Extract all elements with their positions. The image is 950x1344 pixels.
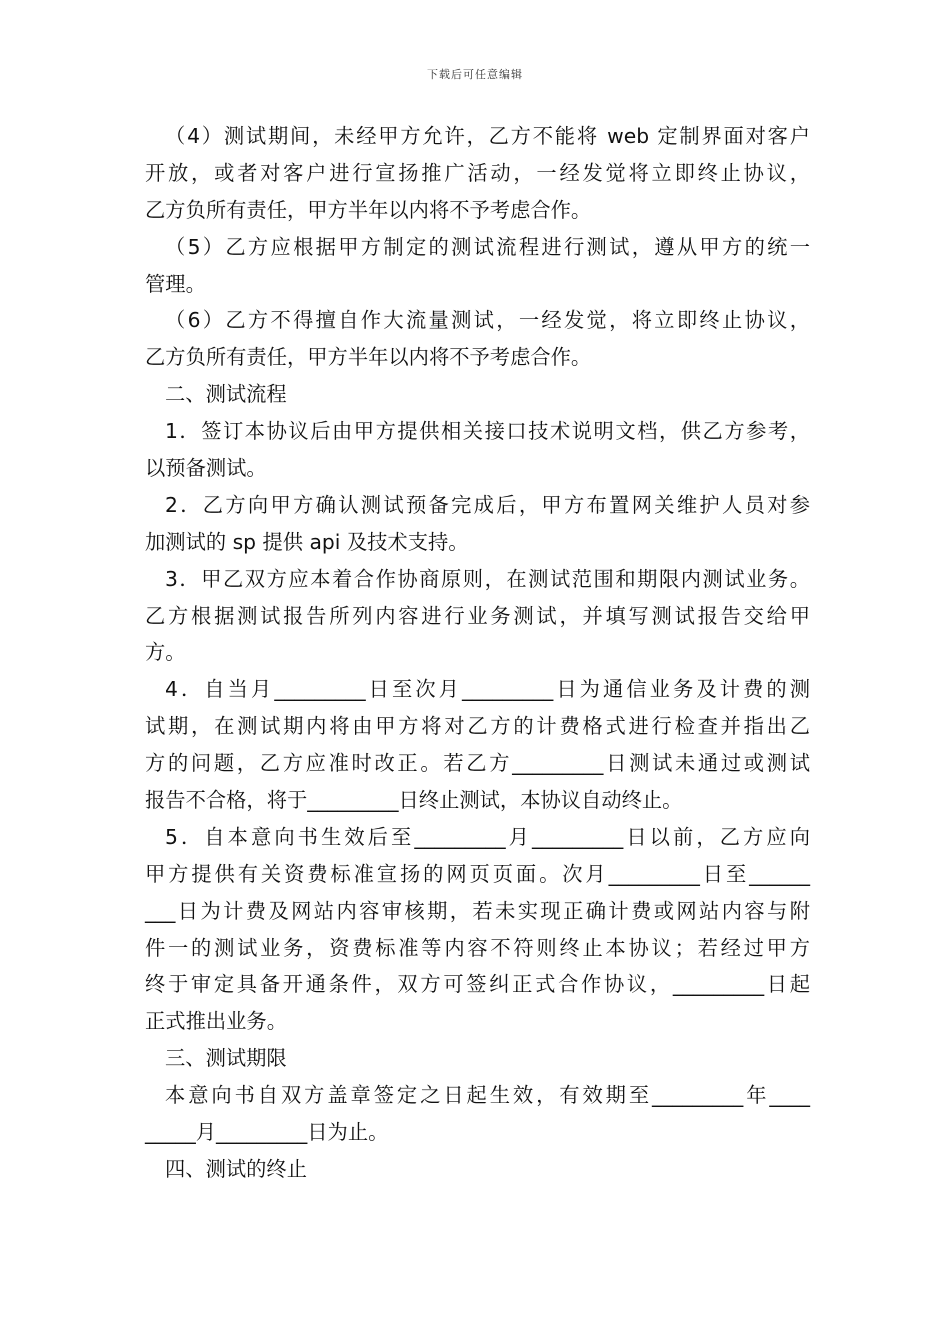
document-line: 4．自当月_________日至次月_________日为通信业务及计费的测 xyxy=(165,677,810,702)
document-line: 乙方根据测试报告所列内容进行业务测试，并填写测试报告交给甲 xyxy=(145,603,810,628)
document-line: 开放，或者对客户进行宣扬推广活动，一经发觉将立即终止协议， xyxy=(145,160,810,185)
document-line: （6）乙方不得擅自作大流量测试，一经发觉，将立即终止协议， xyxy=(165,308,810,333)
document-line: _____月_________日为止。 xyxy=(145,1120,389,1145)
document-line: 1．签订本协议后由甲方提供相关接口技术说明文档，供乙方参考， xyxy=(165,419,810,444)
document-line: 乙方负所有责任，甲方半年以内将不予考虑合作。 xyxy=(145,197,592,222)
document-line: 2．乙方向甲方确认测试预备完成后，甲方布置网关维护人员对参 xyxy=(165,492,810,517)
document-line: 本意向书自双方盖章签定之日起生效，有效期至_________年____ xyxy=(165,1083,810,1108)
page-header-note: 下载后可任意编辑 xyxy=(427,68,523,81)
document-line: 四、测试的终止 xyxy=(165,1156,307,1181)
document-line: 管理。 xyxy=(145,271,206,296)
document-line: 甲方提供有关资费标准宣扬的网页页面。次月_________日至______ xyxy=(145,861,810,886)
document-line: 以预备测试。 xyxy=(145,456,267,481)
document-line: 二、测试流程 xyxy=(165,382,287,407)
document-line: 报告不合格，将于_________日终止测试，本协议自动终止。 xyxy=(145,788,683,813)
document-line: ___日为计费及网站内容审核期，若未实现正确计费或网站内容与附 xyxy=(145,898,810,923)
document-line: 乙方负所有责任，甲方半年以内将不予考虑合作。 xyxy=(145,345,592,370)
document-body xyxy=(145,118,810,1188)
document-line: 终于审定具备开通条件，双方可签纠正式合作协议，_________日起 xyxy=(145,972,810,997)
document-line: （5）乙方应根据甲方制定的测试流程进行测试，遵从甲方的统一 xyxy=(165,234,810,259)
document-line: 5．自本意向书生效后至_________月_________日以前，乙方应向 xyxy=(165,824,810,849)
document-line: 件一的测试业务，资费标准等内容不符则终止本协议；若经过甲方 xyxy=(145,935,810,960)
document-line: 试期，在测试期内将由甲方将对乙方的计费格式进行检查并指出乙 xyxy=(145,714,810,739)
document-line: 3．甲乙双方应本着合作协商原则，在测试范围和期限内测试业务。 xyxy=(165,566,810,591)
document-line: 三、测试期限 xyxy=(165,1046,287,1071)
document-line: 加测试的 sp 提供 api 及技术支持。 xyxy=(145,529,469,554)
document-line: 方的问题，乙方应准时改正。若乙方_________日测试未通过或测试 xyxy=(145,751,810,776)
document-line: （4）测试期间，未经甲方允许，乙方不能将 web 定制界面对客户 xyxy=(165,124,810,148)
document-line: 正式推出业务。 xyxy=(145,1009,287,1034)
document-line: 方。 xyxy=(145,640,186,665)
